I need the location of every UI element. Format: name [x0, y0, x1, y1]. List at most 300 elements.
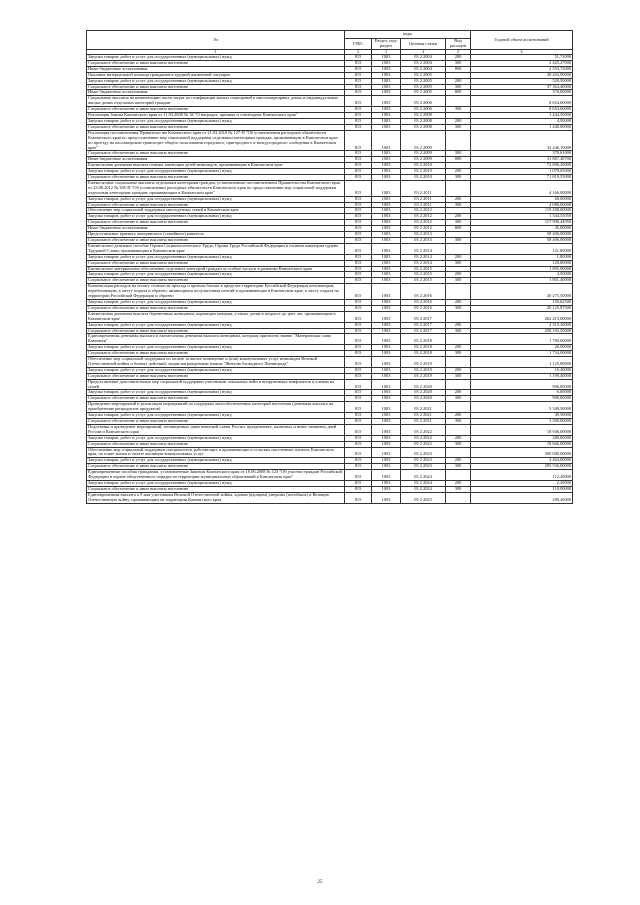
row-name-cell: Социальное обеспечение и иные выплаты населению: [87, 278, 345, 284]
row-target-cell: 03 2 2024: [401, 480, 446, 486]
row-razdel-cell: 1003: [372, 424, 401, 435]
row-grbs-cell: 815: [345, 413, 372, 419]
row-target-cell: 03 2 2004: [401, 66, 446, 72]
row-grbs-cell: 815: [345, 107, 372, 113]
row-grbs-cell: 815: [345, 254, 372, 260]
row-sum-cell: 8 654,60000: [471, 107, 573, 113]
row-grbs-cell: 815: [345, 180, 372, 196]
row-sum-cell: 4,50000: [471, 118, 573, 124]
row-sum-cell: 262 415,00000: [471, 311, 573, 322]
row-grbs-cell: 815: [345, 435, 372, 441]
row-expense-type-cell: 300: [446, 260, 471, 266]
row-name-cell: Социальное обеспечение и иные выплаты населению: [87, 175, 345, 181]
row-sum-cell: 72 896,20000: [471, 163, 573, 169]
row-target-cell: 03 2 2010: [401, 175, 446, 181]
row-target-cell: 03 2 2018: [401, 345, 446, 351]
row-expense-type-cell: 200: [446, 480, 471, 486]
table-row: [87, 402, 573, 413]
row-grbs-cell: 815: [345, 169, 372, 175]
row-expense-type-cell: 200: [446, 367, 471, 373]
row-target-cell: 03 2 2020: [401, 379, 446, 390]
row-razdel-cell: 1003: [372, 55, 401, 61]
document-page: [86, 30, 572, 504]
row-sum-cell: 1 760,60000: [471, 334, 573, 345]
row-name-cell: Закупка товаров, работ и услуг для государственных (муниципальных) нужд: [87, 169, 345, 175]
row-sum-cell: 1 734,00000: [471, 351, 573, 357]
row-grbs-cell: 815: [345, 311, 372, 322]
row-expense-type-cell: [446, 243, 471, 254]
row-razdel-cell: 1003: [372, 157, 401, 163]
row-name-cell: Социальное обеспечение и иные выплаты населению: [87, 441, 345, 447]
row-sum-cell: 112,20000: [471, 470, 573, 481]
row-target-cell: 03 2 2008: [401, 124, 446, 130]
row-expense-type-cell: 200: [446, 345, 471, 351]
row-sum-cell: 280,20000: [471, 492, 573, 503]
row-sum-cell: 31 867,48700: [471, 157, 573, 163]
table-row: [87, 334, 573, 345]
row-razdel-cell: 1003: [372, 373, 401, 379]
row-expense-type-cell: 300: [446, 419, 471, 425]
row-sum-cell: 58 406,00000: [471, 238, 573, 244]
row-razdel-cell: 1003: [372, 113, 401, 119]
row-expense-type-cell: 300: [446, 202, 471, 208]
row-target-cell: 03 2 2018: [401, 351, 446, 357]
row-grbs-cell: 815: [345, 379, 372, 390]
row-target-cell: 03 2 2012: [401, 226, 446, 232]
row-expense-type-cell: 200: [446, 390, 471, 396]
row-name-cell: Подготовка и проведение мероприятий, посвященных дням воинской славы России, праздничных, памятных и иных значимых дней России и Камчатского края: [87, 424, 345, 435]
row-sum-cell: 900,00000: [471, 396, 573, 402]
row-expense-type-cell: [446, 424, 471, 435]
column-index: 4: [401, 50, 446, 55]
row-grbs-cell: 815: [345, 373, 372, 379]
row-grbs-cell: 815: [345, 284, 372, 300]
budget-table: [86, 30, 573, 504]
row-grbs-cell: 815: [345, 118, 372, 124]
row-target-cell: 03 2 2019: [401, 367, 446, 373]
row-target-cell: 03 2 2022: [401, 435, 446, 441]
row-name-cell: Единовременные пособия гражданам, установленные Законом Камчатского края от 18.06.2008 № 123 "Об участии граждан Российской Федерации в охране общественного порядка на территории муниципальных образований в Камчатском крае": [87, 470, 345, 481]
row-razdel-cell: 1003: [372, 299, 401, 305]
row-expense-type-cell: 200: [446, 254, 471, 260]
row-razdel-cell: 1003: [372, 208, 401, 214]
row-sum-cell: 2 553,72000: [471, 66, 573, 72]
row-sum-cell: 58 406,00000: [471, 232, 573, 238]
row-name-cell: Закупка товаров, работ и услуг для государственных (муниципальных) нужд: [87, 214, 345, 220]
row-grbs-cell: 815: [345, 480, 372, 486]
row-grbs-cell: 815: [345, 243, 372, 254]
table-row: [87, 424, 573, 435]
table-row: [87, 284, 573, 300]
row-grbs-cell: 815: [345, 90, 372, 96]
row-expense-type-cell: 800: [446, 66, 471, 72]
row-expense-type-cell: [446, 334, 471, 345]
row-name-cell: Закупка товаров, работ и услуг для государственных (муниципальных) нужд: [87, 78, 345, 84]
row-grbs-cell: 815: [345, 202, 372, 208]
row-razdel-cell: 1003: [372, 351, 401, 357]
row-grbs-cell: 815: [345, 357, 372, 368]
row-razdel-cell: 1003: [372, 334, 401, 345]
row-grbs-cell: 815: [345, 238, 372, 244]
row-razdel-cell: 1003: [372, 66, 401, 72]
row-target-cell: 03 2 2018: [401, 334, 446, 345]
row-sum-cell: 4 310,30000: [471, 322, 573, 328]
row-name-cell: Компенсация расходов на оплату стоимости проезда и провоза багажа в пределах территории Российской Федерации пенсионерам, неработающим, к месту отдыха и обратно, являющимся получателями пенсий и проживающим в Камчатском крае, к месту отдыха на территории Российской Федерации и обратно: [87, 284, 345, 300]
row-name-cell: Предоставление краевого материнского (семейного) капитала: [87, 232, 345, 238]
row-razdel-cell: 1003: [372, 180, 401, 196]
row-razdel-cell: 1003: [372, 243, 401, 254]
row-grbs-cell: 815: [345, 113, 372, 119]
column-header-expense-type: Вид расходов: [446, 39, 471, 50]
row-sum-cell: 18 946,00000: [471, 424, 573, 435]
column-group-codes: коды: [345, 31, 471, 39]
row-expense-type-cell: 200: [446, 214, 471, 220]
row-grbs-cell: 815: [345, 299, 372, 305]
row-target-cell: 03 2 2014: [401, 243, 446, 254]
row-target-cell: 03 2 2005: [401, 72, 446, 78]
row-razdel-cell: 1003: [372, 470, 401, 481]
row-target-cell: 03 2 2016: [401, 299, 446, 305]
row-sum-cell: 3 349,50000: [471, 402, 573, 413]
row-expense-type-cell: 200: [446, 196, 471, 202]
row-sum-cell: 300 000,00000: [471, 447, 573, 458]
row-name-cell: Социальное обеспечение и иные выплаты населению: [87, 220, 345, 226]
table-row: [87, 311, 573, 322]
row-razdel-cell: 1003: [372, 130, 401, 151]
row-name-cell: Ежемесячное материальное обеспечение отдельных категорий граждан за особые заслуги в развитии Камчатского края: [87, 266, 345, 272]
row-target-cell: 03 2 2013: [401, 232, 446, 238]
row-name-cell: Обеспечение мер социальной поддержки многодетных семей в Камчатском крае: [87, 208, 345, 214]
row-name-cell: Социальное обеспечение и иные выплаты населению: [87, 260, 345, 266]
row-name-cell: Социальное обеспечение и иные выплаты населению: [87, 396, 345, 402]
row-razdel-cell: 1003: [372, 305, 401, 311]
row-grbs-cell: 815: [345, 419, 372, 425]
column-index: 1: [87, 50, 345, 55]
row-sum-cell: 1 440,00000: [471, 124, 573, 130]
row-name-cell: Закупка товаров, работ и услуг для государственных (муниципальных) нужд: [87, 272, 345, 278]
row-expense-type-cell: 300: [446, 373, 471, 379]
row-expense-type-cell: 300: [446, 175, 471, 181]
row-grbs-cell: 815: [345, 492, 372, 503]
row-target-cell: 03 2 2011: [401, 180, 446, 196]
row-razdel-cell: 1003: [372, 278, 401, 284]
row-grbs-cell: 815: [345, 351, 372, 357]
row-expense-type-cell: 200: [446, 78, 471, 84]
row-target-cell: 03 2 2022: [401, 424, 446, 435]
row-expense-type-cell: 800: [446, 226, 471, 232]
row-target-cell: 03 2 2019: [401, 373, 446, 379]
row-razdel-cell: 1003: [372, 464, 401, 470]
row-name-cell: Ежемесячное денежное пособие Героям Социалистического Труда, Героям Труда Российской Федерации и полным кавалерам ордена Трудовой Славы, проживающим в Камчатском крае: [87, 243, 345, 254]
row-sum-cell: 1 801,40000: [471, 278, 573, 284]
row-razdel-cell: 1003: [372, 226, 401, 232]
row-name-cell: Единовременная выплата к 9 мая участникам Великой Отечественной войны, вдовам (вдовцам) умерших (погибших) в Великую Отечественную войну, проживающим на территории Камчатского края: [87, 492, 345, 503]
table-row: [87, 470, 573, 481]
row-razdel-cell: 1003: [372, 202, 401, 208]
row-sum-cell: 117 908,44950: [471, 220, 573, 226]
row-razdel-cell: 1003: [372, 118, 401, 124]
row-sum-cell: 370,00000: [471, 90, 573, 96]
row-target-cell: 03 2 2022: [401, 441, 446, 447]
row-grbs-cell: 815: [345, 424, 372, 435]
row-razdel-cell: 1003: [372, 328, 401, 334]
column-index: 6: [471, 50, 573, 55]
row-target-cell: 03 2 2014: [401, 254, 446, 260]
row-razdel-cell: 1003: [372, 96, 401, 107]
row-razdel-cell: 1003: [372, 419, 401, 425]
row-target-cell: 03 2 2023: [401, 458, 446, 464]
row-name-cell: Социальное обеспечение и иные выплаты населению: [87, 84, 345, 90]
row-name-cell: Иные бюджетные ассигнования: [87, 66, 345, 72]
row-name-cell: Закупка товаров, работ и услуг для государственных (муниципальных) нужд: [87, 196, 345, 202]
row-target-cell: 03 2 2004: [401, 55, 446, 61]
row-razdel-cell: 1003: [372, 214, 401, 220]
row-name-cell: Закупка товаров, работ и услуг для государственных (муниципальных) нужд: [87, 254, 345, 260]
row-name-cell: Закупка товаров, работ и услуг для государственных (муниципальных) нужд: [87, 322, 345, 328]
row-target-cell: 03 2 2017: [401, 328, 446, 334]
row-razdel-cell: 1003: [372, 390, 401, 396]
row-target-cell: 03 2 2024: [401, 486, 446, 492]
column-header-target: Целевая статья: [401, 39, 446, 50]
row-razdel-cell: 1003: [372, 272, 401, 278]
row-target-cell: 03 2 2009: [401, 157, 446, 163]
row-razdel-cell: 1003: [372, 84, 401, 90]
row-sum-cell: 32 246,10000: [471, 130, 573, 151]
row-razdel-cell: 1003: [372, 196, 401, 202]
row-grbs-cell: 815: [345, 328, 372, 334]
row-sum-cell: 110,00000: [471, 486, 573, 492]
row-expense-type-cell: [446, 284, 471, 300]
row-grbs-cell: 815: [345, 60, 372, 66]
table-row: [87, 447, 573, 458]
page-number: 25: [317, 880, 323, 885]
row-sum-cell: 1 109,40000: [471, 373, 573, 379]
row-name-cell: Закупка товаров, работ и услуг для государственных (муниципальных) нужд: [87, 367, 345, 373]
row-expense-type-cell: [446, 357, 471, 368]
row-sum-cell: 71 819,55000: [471, 175, 573, 181]
row-razdel-cell: 1003: [372, 169, 401, 175]
row-razdel-cell: 1003: [372, 163, 401, 169]
row-name-cell: Социальное обеспечение и иные выплаты населению: [87, 419, 345, 425]
column-index: 5: [446, 50, 471, 55]
row-sum-cell: 120,00000: [471, 260, 573, 266]
row-grbs-cell: 815: [345, 486, 372, 492]
row-name-cell: Обеспечение мер социальной поддержки по оплате за жилое помещение и (или) коммунальных услуг инвалидам Великой Отечественной войны и боевых действий, лицам награжденным знаком "Жителю блокадного Ленинграда": [87, 357, 345, 368]
row-razdel-cell: 1003: [372, 322, 401, 328]
row-target-cell: 03 2 2005: [401, 84, 446, 90]
row-razdel-cell: 1003: [372, 60, 401, 66]
row-grbs-cell: 815: [345, 447, 372, 458]
row-sum-cell: 280,00000: [471, 435, 573, 441]
row-sum-cell: 906,00000: [471, 379, 573, 390]
row-expense-type-cell: 200: [446, 55, 471, 61]
row-name-cell: Социальное обеспечение и иные выплаты населению: [87, 328, 345, 334]
row-razdel-cell: 1003: [372, 124, 401, 130]
row-razdel-cell: 1003: [372, 260, 401, 266]
row-expense-type-cell: 300: [446, 486, 471, 492]
row-target-cell: 03 2 2016: [401, 305, 446, 311]
row-target-cell: 03 2 2012: [401, 220, 446, 226]
row-name-cell: Закупка товаров, работ и услуг для государственных (муниципальных) нужд: [87, 480, 345, 486]
row-expense-type-cell: 200: [446, 322, 471, 328]
row-expense-type-cell: [446, 402, 471, 413]
row-expense-type-cell: 800: [446, 157, 471, 163]
row-sum-cell: 37 364,40000: [471, 84, 573, 90]
row-name-cell: Реализация Закона Камчатского края от 11.03.2008 № 18 "О наградах, премиях и стипендиях Камчатского края": [87, 113, 345, 119]
row-target-cell: 03 2 2011: [401, 202, 446, 208]
column-index: 2: [345, 50, 372, 55]
row-grbs-cell: 815: [345, 130, 372, 151]
row-grbs-cell: 815: [345, 390, 372, 396]
row-target-cell: 03 2 2011: [401, 196, 446, 202]
row-target-cell: 03 2 2012: [401, 208, 446, 214]
row-name-cell: Социальное обеспечение и иные выплаты населению: [87, 305, 345, 311]
row-razdel-cell: 1003: [372, 345, 401, 351]
row-grbs-cell: 815: [345, 66, 372, 72]
row-grbs-cell: 815: [345, 458, 372, 464]
row-razdel-cell: 1003: [372, 284, 401, 300]
table-row: [87, 96, 573, 107]
row-grbs-cell: 815: [345, 305, 372, 311]
row-razdel-cell: 1003: [372, 220, 401, 226]
row-expense-type-cell: [446, 130, 471, 151]
row-target-cell: 03 2 2020: [401, 396, 446, 402]
row-sum-cell: 1 079,65000: [471, 169, 573, 175]
row-grbs-cell: 815: [345, 345, 372, 351]
row-expense-type-cell: 200: [446, 299, 471, 305]
row-sum-cell: 4 464,00000: [471, 458, 573, 464]
row-target-cell: 03 2 2009: [401, 151, 446, 157]
row-name-cell: Предоставление дополнительных мер социальной поддержки участникам локальных войн и вооруженных конфликтов и членам их семей: [87, 379, 345, 390]
row-expense-type-cell: 300: [446, 464, 471, 470]
row-sum-cell: 26,00000: [471, 345, 573, 351]
row-expense-type-cell: 300: [446, 351, 471, 357]
column-header-sum: Годовой объем ассигнований: [471, 31, 573, 50]
row-expense-type-cell: 300: [446, 151, 471, 157]
column-header-razdel: Раздел, под-раздел: [372, 39, 401, 50]
row-name-cell: Ежемесячная денежная выплата беременным женщинам, кормящим матерям, а также детям в возрасте до трех лет, проживающим в Камчатском крае: [87, 311, 345, 322]
row-expense-type-cell: [446, 447, 471, 458]
row-expense-type-cell: 300: [446, 84, 471, 90]
row-grbs-cell: 815: [345, 441, 372, 447]
row-expense-type-cell: 300: [446, 305, 471, 311]
row-target-cell: 03 2 2017: [401, 311, 446, 322]
row-expense-type-cell: [446, 492, 471, 503]
row-name-cell: Социальное обеспечение и иные выплаты населению: [87, 373, 345, 379]
row-target-cell: 03 2 2004: [401, 60, 446, 66]
row-target-cell: 03 2 2015: [401, 266, 446, 272]
table-row: [87, 492, 573, 503]
row-grbs-cell: 815: [345, 402, 372, 413]
row-grbs-cell: 815: [345, 157, 372, 163]
row-name-cell: Закупка товаров, работ и услуг для государственных (муниципальных) нужд: [87, 345, 345, 351]
row-expense-type-cell: [446, 470, 471, 481]
row-name-cell: Закупка товаров, работ и услуг для государственных (муниципальных) нужд: [87, 413, 345, 419]
row-expense-type-cell: 300: [446, 60, 471, 66]
row-name-cell: Проведение мероприятий и реализация мероприятий по поддержке малообеспеченных категорий населения (денежная выплата на приобретение репродуктов продуктов): [87, 402, 345, 413]
row-razdel-cell: 1003: [372, 396, 401, 402]
row-name-cell: Ежемесячная денежная выплата семьям, имеющим детей-инвалидов, проживающим в Камчатском крае: [87, 163, 345, 169]
row-sum-cell: 258 105,50000: [471, 328, 573, 334]
row-sum-cell: 121,80000: [471, 243, 573, 254]
row-name-cell: Иные бюджетные ассигнования: [87, 90, 345, 96]
row-grbs-cell: 815: [345, 226, 372, 232]
column-header-grbs: ГРБС: [345, 39, 372, 50]
row-name-cell: Оказание материальной помощи гражданам в трудной жизненной ситуации: [87, 72, 345, 78]
row-expense-type-cell: 300: [446, 278, 471, 284]
row-grbs-cell: 815: [345, 232, 372, 238]
row-target-cell: 03 2 2006: [401, 107, 446, 113]
row-grbs-cell: 815: [345, 163, 372, 169]
row-sum-cell: 6,00000: [471, 390, 573, 396]
row-expense-type-cell: [446, 180, 471, 196]
row-grbs-cell: 815: [345, 208, 372, 214]
column-header-name: Эл: [87, 31, 345, 50]
row-name-cell: Социальное обеспечение и иные выплаты населению: [87, 202, 345, 208]
row-razdel-cell: 1003: [372, 480, 401, 486]
row-target-cell: 03 2 2015: [401, 272, 446, 278]
row-target-cell: 03 2 2019: [401, 357, 446, 368]
row-sum-cell: 1 444,50000: [471, 113, 573, 119]
row-razdel-cell: 1003: [372, 447, 401, 458]
row-grbs-cell: 815: [345, 220, 372, 226]
row-grbs-cell: 815: [345, 322, 372, 328]
row-target-cell: 03 2 2014: [401, 260, 446, 266]
row-target-cell: 03 2 2025: [401, 492, 446, 503]
row-name-cell: Социальное обеспечение и иные выплаты населению: [87, 107, 345, 113]
row-name-cell: Закупка товаров, работ и услуг для государственных (муниципальных) нужд: [87, 390, 345, 396]
row-razdel-cell: 1003: [372, 232, 401, 238]
row-name-cell: Закупка товаров, работ и услуг для государственных (муниципальных) нужд: [87, 55, 345, 61]
row-expense-type-cell: [446, 379, 471, 390]
row-target-cell: 03 2 2008: [401, 113, 446, 119]
row-grbs-cell: 815: [345, 175, 372, 181]
row-grbs-cell: 815: [345, 334, 372, 345]
row-razdel-cell: 1003: [372, 107, 401, 113]
row-expense-type-cell: 200: [446, 272, 471, 278]
row-sum-cell: 4,50000: [471, 272, 573, 278]
row-grbs-cell: 815: [345, 260, 372, 266]
row-target-cell: 03 2 2010: [401, 169, 446, 175]
row-razdel-cell: 1003: [372, 458, 401, 464]
row-razdel-cell: 1003: [372, 151, 401, 157]
row-target-cell: 03 2 2005: [401, 78, 446, 84]
table-body: [87, 55, 573, 504]
table-row: [87, 379, 573, 390]
row-razdel-cell: 1003: [372, 486, 401, 492]
row-name-cell: Единовременная денежная выплата и ежемесячная денежная выплата женщинам, которым присвоено звание "Материнская слава Камчатки": [87, 334, 345, 345]
row-razdel-cell: 1003: [372, 441, 401, 447]
row-sum-cell: 1 805,90000: [471, 266, 573, 272]
row-target-cell: 03 2 2021: [401, 413, 446, 419]
row-expense-type-cell: 200: [446, 435, 471, 441]
row-expense-type-cell: 300: [446, 124, 471, 130]
row-name-cell: Социальное обеспечение и иные выплаты населению: [87, 464, 345, 470]
row-target-cell: 03 2 2008: [401, 118, 446, 124]
row-sum-cell: 2,20000: [471, 480, 573, 486]
row-sum-cell: 4 086,00000: [471, 202, 573, 208]
row-razdel-cell: 1003: [372, 413, 401, 419]
row-expense-type-cell: [446, 96, 471, 107]
row-name-cell: Закупка товаров, работ и услуг для государственных (муниципальных) нужд: [87, 299, 345, 305]
row-target-cell: 03 2 2012: [401, 214, 446, 220]
row-expense-type-cell: 200: [446, 169, 471, 175]
row-expense-type-cell: 300: [446, 238, 471, 244]
row-sum-cell: 18 666,00000: [471, 441, 573, 447]
row-razdel-cell: 1003: [372, 72, 401, 78]
row-expense-type-cell: 300: [446, 396, 471, 402]
row-razdel-cell: 1003: [372, 254, 401, 260]
